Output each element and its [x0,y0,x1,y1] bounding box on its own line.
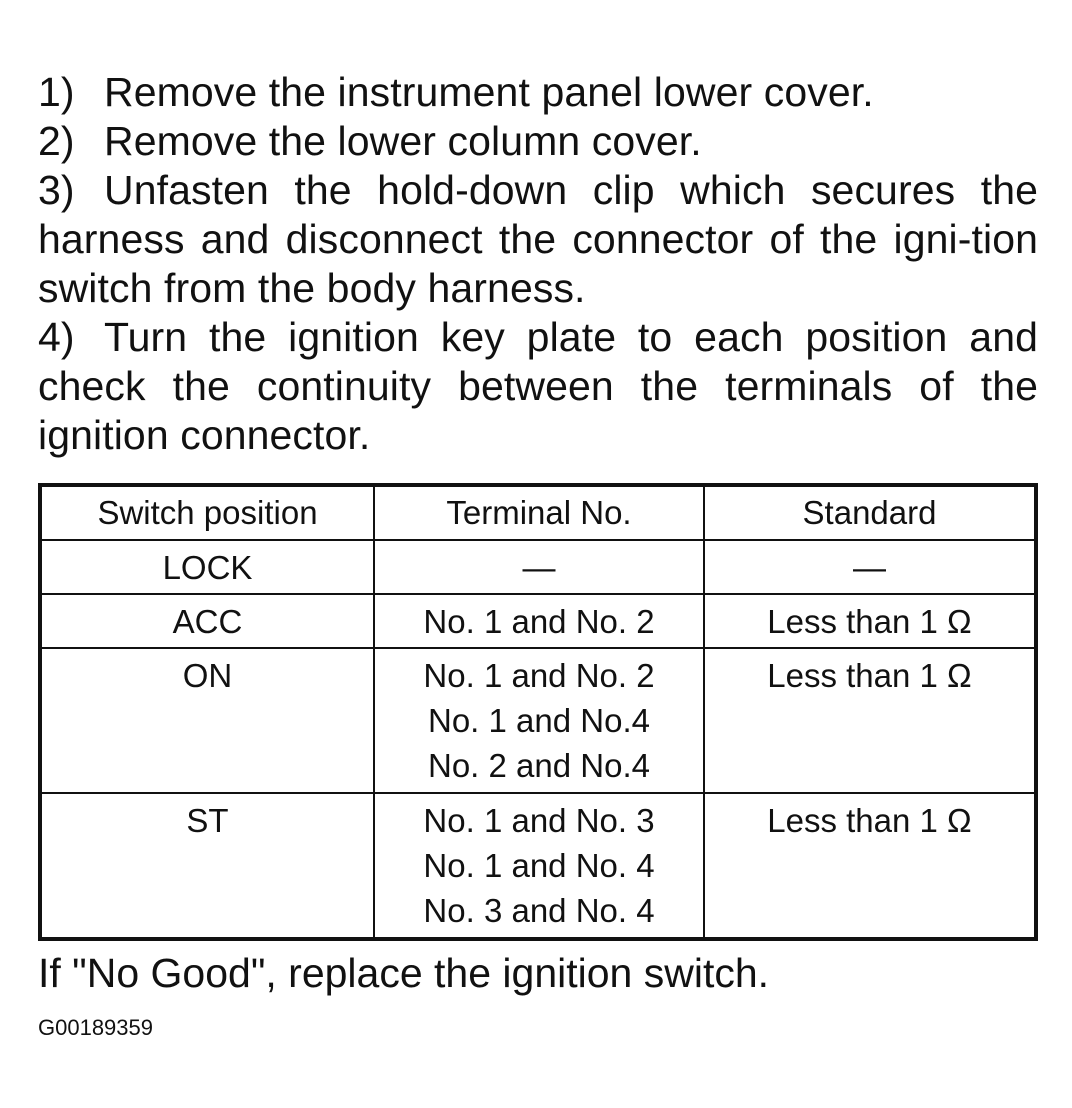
step-3 [38,166,1038,313]
cell-standard: Less than 1 Ω [704,793,1036,939]
header-standard: Standard [704,485,1036,540]
step-2 [38,117,1038,166]
figure-id: G00189359 [38,1015,153,1040]
step-number: 1) [38,69,75,115]
cell-terminals [374,648,704,793]
header-terminal-no: Terminal No. [374,485,704,540]
cell-position: LOCK [40,540,374,594]
step-4 [38,313,1038,460]
continuity-table [38,483,1038,941]
step-text: Turn the ignition key plate to each position and check the continuity between the terminals of the ignition connector. [38,314,1038,458]
instructions [38,68,1038,460]
cell-terminals [374,793,704,939]
terminal-pair: No. 1 and No. 4 [423,847,655,884]
terminal-pair: No. 1 and No. 2 [423,657,655,694]
step-number: 4) [38,314,75,360]
cell-terminals [374,540,704,594]
step-text: Remove the instrument panel lower cover. [104,69,874,115]
terminal-pair: No. 2 and No.4 [428,747,650,784]
table-row [40,540,1036,594]
terminal-pair: No. 1 and No.4 [428,702,650,739]
step-number: 2) [38,118,75,164]
cell-standard: Less than 1 Ω [704,648,1036,793]
terminal-pair: No. 3 and No. 4 [423,892,655,929]
step-1 [38,68,1038,117]
cell-terminals [374,594,704,648]
cell-position: ACC [40,594,374,648]
terminal-pair: No. 1 and No. 3 [423,802,655,839]
header-switch-position: Switch position [40,485,374,540]
cell-standard: Less than 1 Ω [704,594,1036,648]
terminal-pair: No. 1 and No. 2 [423,603,655,640]
table-row [40,648,1036,793]
table-row [40,793,1036,939]
terminal-pair: — [522,549,556,586]
replacement-note: If "No Good", replace the ignition switch. [38,950,770,996]
table-row [40,594,1036,648]
cell-position: ON [40,648,374,793]
step-number: 3) [38,167,75,213]
step-text: Remove the lower column cover. [104,118,702,164]
cell-standard: — [704,540,1036,594]
table-header-row [40,485,1036,540]
step-text: Unfasten the hold-down clip which secures the harness and disconnect the connector of the igni-tion switch from the body harness. [38,167,1038,311]
cell-position: ST [40,793,374,939]
